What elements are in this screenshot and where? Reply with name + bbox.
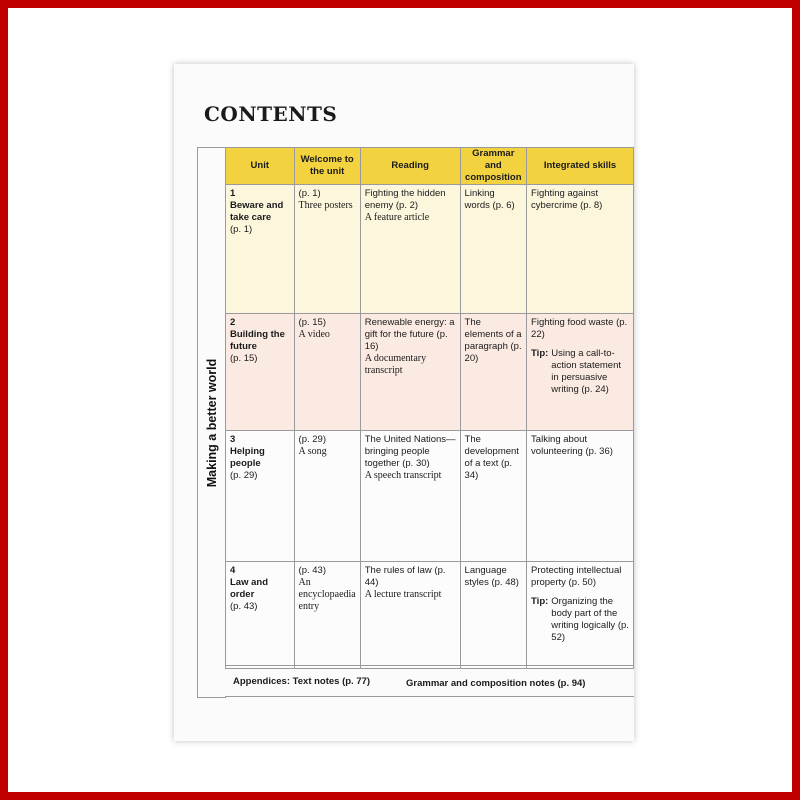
photo-frame <box>8 8 792 792</box>
unit-name: Helping people <box>230 446 265 469</box>
welcome-page: (p. 1) <box>298 188 321 199</box>
unit-name: Building the future <box>230 329 285 352</box>
grammar-text: The development of a text (p. 34) <box>464 434 519 481</box>
appendices-row <box>225 665 634 697</box>
unit-number: 4 <box>230 565 236 576</box>
skills-text: Talking about volunteering (p. 36) <box>531 434 613 457</box>
reading-title: The rules of law (p. 44) <box>364 565 446 588</box>
reading-cell <box>360 185 460 314</box>
reading-type: A feature article <box>364 212 430 223</box>
reading-type: A documentary transcript <box>364 353 427 376</box>
reading-cell <box>360 562 460 669</box>
reading-cell <box>360 314 460 431</box>
header-grammar: Grammar and composition <box>460 148 527 185</box>
unit-page: (p. 29) <box>230 470 258 481</box>
grammar-cell <box>460 314 527 431</box>
unit-cell <box>226 431 295 562</box>
unit-name: Beware and take care <box>230 200 284 223</box>
welcome-page: (p. 43) <box>298 565 327 576</box>
reading-cell <box>360 431 460 562</box>
unit-name: Law and order <box>230 577 269 600</box>
tip-label: Tip: <box>531 596 549 607</box>
tip-block <box>531 596 629 644</box>
grammar-text: The elements of a paragraph (p. 20) <box>464 317 522 364</box>
unit-number: 1 <box>230 188 236 199</box>
theme-sidebar <box>197 147 226 698</box>
contents-table <box>225 147 634 669</box>
grammar-text: Language styles (p. 48) <box>464 565 519 588</box>
header-welcome: Welcome to the unit <box>294 148 360 185</box>
unit-page: (p. 1) <box>230 224 253 235</box>
unit-cell <box>226 314 295 431</box>
unit-page: (p. 43) <box>230 601 258 612</box>
tip-text: Using a call-to-action statement in persuasive writing (p. 24) <box>551 348 622 395</box>
skills-cell <box>527 431 634 562</box>
grammar-text: Linking words (p. 6) <box>464 188 515 211</box>
welcome-page: (p. 15) <box>298 317 327 328</box>
welcome-text: Three posters <box>298 200 353 211</box>
header-row <box>226 148 634 185</box>
welcome-cell <box>294 314 360 431</box>
table-row <box>226 562 634 669</box>
unit-cell <box>226 562 295 669</box>
reading-title: Renewable energy: a gift for the future (p. 16) <box>364 317 455 352</box>
welcome-cell <box>294 562 360 669</box>
unit-cell <box>226 185 295 314</box>
welcome-cell <box>294 431 360 562</box>
skills-cell <box>527 562 634 669</box>
table-row <box>226 314 634 431</box>
welcome-cell <box>294 185 360 314</box>
skills-text: Fighting against cybercrime (p. 8) <box>531 188 603 211</box>
header-unit: Unit <box>226 148 295 185</box>
table-row <box>226 185 634 314</box>
contents-page <box>174 64 634 741</box>
unit-number: 3 <box>230 434 236 445</box>
welcome-page: (p. 29) <box>298 434 327 445</box>
table-row <box>226 431 634 562</box>
header-reading: Reading <box>360 148 460 185</box>
reading-title: The United Nations—bringing people together (p. 30) <box>364 434 456 469</box>
skills-text: Fighting food waste (p. 22) <box>531 317 628 340</box>
appendix-text-notes: Appendices: Text notes (p. 77) <box>233 676 371 687</box>
welcome-text: A video <box>298 329 330 340</box>
tip-text: Organizing the body part of the writing logically (p. 52) <box>551 596 629 643</box>
reading-title: Fighting the hidden enemy (p. 2) <box>364 188 446 211</box>
grammar-cell <box>460 562 527 669</box>
welcome-text: An encyclopaedia entry <box>298 577 356 612</box>
tip-block <box>531 348 629 396</box>
page-title: CONTENTS <box>204 102 338 126</box>
tip-label: Tip: <box>531 348 549 359</box>
reading-type: A lecture transcript <box>364 589 442 600</box>
reading-type: A speech transcript <box>364 470 442 481</box>
welcome-text: A song <box>298 446 327 457</box>
skills-cell <box>527 314 634 431</box>
skills-cell <box>527 185 634 314</box>
unit-number: 2 <box>230 317 236 328</box>
header-skills: Integrated skills <box>527 148 634 185</box>
theme-label: Making a better world <box>205 358 219 487</box>
unit-page: (p. 15) <box>230 353 258 364</box>
appendix-grammar-notes: Grammar and composition notes (p. 94) <box>406 678 586 689</box>
grammar-cell <box>460 431 527 562</box>
skills-text: Protecting intellectual property (p. 50) <box>531 565 622 588</box>
grammar-cell <box>460 185 527 314</box>
